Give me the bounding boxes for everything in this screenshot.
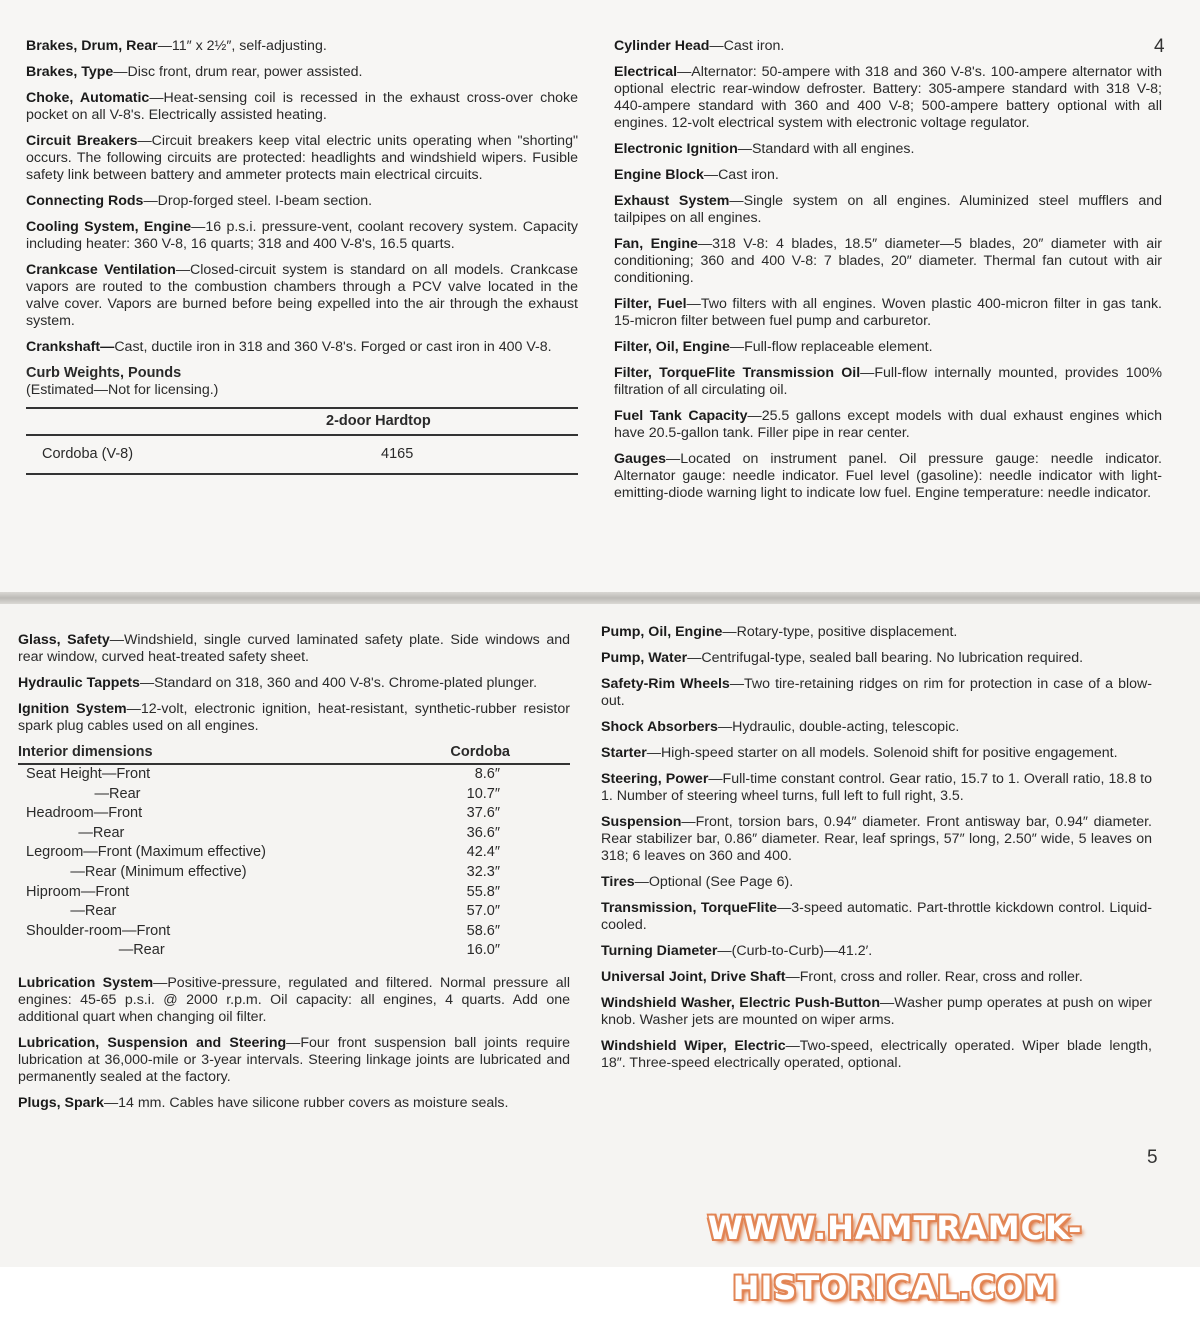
table-row <box>18 765 570 785</box>
spec-entry <box>601 719 1152 736</box>
spec-term: Fuel Tank Capacity <box>614 408 748 424</box>
spec-term: Glass, Safety <box>18 632 110 648</box>
spec-entry <box>18 701 570 735</box>
spec-description: —Positive-pressure, regulated and filtered. Normal pressure all engines: 45-65 p.s.i. @ 2000 r.p.m. Oil capacity: all engines, 4 quarts. Add one additional quart when changing oil filter. <box>18 974 570 1025</box>
page-4-left-column <box>26 38 578 475</box>
spec-description: —3-speed automatic. Part-throttle kickdown control. Liquid-cooled. <box>601 900 1152 933</box>
spec-term: Filter, Fuel <box>614 296 687 312</box>
spec-entry <box>614 365 1162 399</box>
dimension-label: Headroom—Front <box>18 805 143 822</box>
spec-term: Lubrication, Suspension and Steering <box>18 1034 287 1051</box>
spec-term: Pump, Oil, Engine <box>601 624 723 640</box>
spec-description: —Optional (See Page 6). <box>634 874 794 890</box>
spec-description: —12-volt, electronic ignition, heat-resistant, synthetic-rubber resistor spark plug cables used on all engines. <box>18 701 570 734</box>
spec-description: —Circuit breakers keep vital electric units operating when "shorting" occurs. The following circuits are protected: headlights and windshield wipers. Fusible safety link between battery and ammeter protects main electrical circuits. <box>26 133 578 183</box>
spec-term: Steering, Power <box>601 771 709 787</box>
spec-description: —Two tire-retaining ridges on rim for protection in case of a blow-out. <box>601 676 1152 709</box>
table-row <box>18 883 570 903</box>
spec-entry <box>614 296 1162 330</box>
spec-term: Cylinder Head <box>614 38 710 54</box>
spec-entry <box>26 38 578 55</box>
spec-entry <box>601 676 1152 710</box>
spec-term: Transmission, TorqueFlite <box>601 900 778 916</box>
spec-description: Cast, ductile iron in 318 and 360 V-8's. Forged or cast iron in 400 V-8. <box>114 339 552 355</box>
page-5-right-column <box>601 624 1152 1081</box>
spec-term: Crankshaft— <box>26 339 115 355</box>
spec-entry <box>26 262 578 330</box>
dimension-value: 36.6″ <box>466 824 500 841</box>
column-header: 2-door Hardtop <box>326 408 578 435</box>
spec-term: Circuit Breakers <box>26 133 138 149</box>
spec-term: Electrical <box>614 64 678 80</box>
table-row <box>18 824 570 844</box>
interior-dimensions-table <box>18 744 570 961</box>
spec-term: Plugs, Spark <box>18 1094 104 1111</box>
spec-entry <box>601 624 1152 641</box>
spec-entry <box>601 771 1152 805</box>
page-gutter <box>0 592 1200 604</box>
dimension-value: 32.3″ <box>466 863 500 880</box>
spec-entry <box>26 90 578 124</box>
spec-term: Gauges <box>614 451 667 467</box>
dimension-value: 58.6″ <box>466 922 500 939</box>
spec-description: —Centrifugal-type, sealed ball bearing. No lubrication required. <box>687 650 1084 666</box>
spec-list <box>614 38 1162 502</box>
spec-entry <box>601 745 1152 762</box>
dimension-label: —Rear <box>18 785 141 802</box>
spec-entry <box>18 1035 570 1086</box>
curb-weights-note: (Estimated—Not for licensing.) <box>26 382 219 398</box>
spec-description: —Front, torsion bars, 0.94″ diameter. Front antisway bar, 0.94″ diameter. Rear stabilizer bar, 0.86″ diameter. Rear, leaf springs, 57″ long, 2.50″ wide, 5 leaves on 318; 6 leaves on 360 and 400. <box>601 814 1152 864</box>
dimension-value: 55.8″ <box>466 883 500 900</box>
spec-description: —25.5 gallons except models with dual exhaust engines which have 20.5-gallon tank. Filler pipe in rear center. <box>614 408 1163 441</box>
watermark: WWW.HAMTRAMCK-HISTORICAL.COM <box>707 1209 1083 1307</box>
spec-term: Suspension <box>601 814 682 830</box>
spec-term: Cooling System, Engine <box>26 219 192 235</box>
spec-description: —11″ x 2½″, self-adjusting. <box>157 38 327 54</box>
spec-entry <box>26 193 578 210</box>
spec-entry <box>601 1038 1152 1072</box>
table-row <box>18 922 570 942</box>
spec-entry <box>601 650 1152 667</box>
spec-entry <box>26 219 578 253</box>
spec-entry <box>601 943 1152 960</box>
spec-list <box>601 624 1152 1072</box>
spec-description: —Heat-sensing coil is recessed in the exhaust cross-over choke pocket on all V-8's. Electrically assisted heating. <box>26 90 578 123</box>
page-5-left-column <box>18 632 570 1121</box>
spec-description: —Cast iron. <box>703 167 779 183</box>
spec-description: —14 mm. Cables have silicone rubber covers as moisture seals. <box>103 1094 509 1111</box>
spec-entry <box>614 339 1162 356</box>
spec-entry <box>26 339 578 356</box>
spec-term: Hydraulic Tappets <box>18 675 140 691</box>
spec-entry <box>614 408 1162 442</box>
dimension-value: 57.0″ <box>466 903 500 920</box>
spec-description: —Two filters with all engines. Woven plastic 400-micron filter in gas tank. 15-micron filter between fuel pump and carburetor. <box>614 296 1162 329</box>
spec-entry <box>18 975 570 1026</box>
dimension-label: Shoulder-room—Front <box>18 922 171 939</box>
spec-description: —Full-flow replaceable element. <box>729 339 933 355</box>
dimension-label: —Rear <box>18 942 165 959</box>
spec-entry <box>614 451 1162 502</box>
dimension-label: —Rear <box>18 824 125 841</box>
spec-entry <box>18 1095 570 1112</box>
spec-list <box>18 632 570 735</box>
table-row <box>26 435 578 474</box>
page-4 <box>0 0 1200 596</box>
dimension-value: 42.4″ <box>466 844 500 861</box>
curb-weights-table <box>26 407 578 475</box>
spec-term: Lubrication System <box>18 974 154 991</box>
table-row <box>18 804 570 824</box>
spec-term: Connecting Rods <box>26 193 144 209</box>
spec-term: Safety-Rim Wheels <box>601 676 730 692</box>
dimension-label: Legroom—Front (Maximum effective) <box>18 844 266 861</box>
spec-term: Brakes, Type <box>26 64 114 80</box>
spec-description: —Single system on all engines. Aluminized steel mufflers and tailpipes on all engines. <box>614 193 1163 226</box>
dimension-value: 37.6″ <box>466 805 500 822</box>
spec-description: —Closed-circuit system is standard on all models. Crankcase vapors are routed to the combustion chambers through a PCV valve located in the valve cover. Vapors are burned before being expelled into the air through the exhaust system. <box>26 262 578 329</box>
spec-term: Filter, Oil, Engine <box>614 339 730 355</box>
table-row <box>18 863 570 883</box>
spec-description: —(Curb-to-Curb)—41.2′. <box>717 943 873 959</box>
spec-term: Pump, Water <box>601 650 688 666</box>
spec-description: —Rotary-type, positive displacement. <box>722 624 958 640</box>
row-label: Cordoba (V-8) <box>26 435 326 474</box>
column-header: Cordoba <box>450 744 510 760</box>
spec-description: —Full-flow internally mounted, provides 100% filtration of all circulating oil. <box>614 365 1162 398</box>
spec-term: Choke, Automatic <box>26 90 150 106</box>
spec-term: Windshield Washer, Electric Push-Button <box>601 995 881 1011</box>
spec-description: —Standard with all engines. <box>737 141 915 157</box>
page-number: 4 <box>1154 36 1165 57</box>
spec-term: Windshield Wiper, Electric <box>601 1038 786 1054</box>
spec-term: Shock Absorbers <box>601 719 718 735</box>
spec-entry <box>614 64 1162 132</box>
spec-description: —Full-time constant control. Gear ratio, 15.7 to 1. Overall ratio, 18.8 to 1. Number of steering wheel turns, full left to full right, 3.5. <box>601 771 1152 804</box>
spec-description: —Alternator: 50-ampere with 318 and 360 V-8's. 100-ampere alternator with optional electric rear-window defroster. Battery: 305-ampere standard with 318 V-8; 440-ampere standard with 360 and 400 V-8; 500-ampere battery optional with all engines. 12-volt electrical system with electronic voltage regulator. <box>614 64 1162 131</box>
spec-description: —Drop-forged steel. I-beam section. <box>143 193 373 209</box>
spec-list <box>18 975 570 1112</box>
spec-entry <box>614 38 1162 55</box>
spec-term: Filter, TorqueFlite Transmission Oil <box>614 365 861 381</box>
dimension-value: 8.6″ <box>474 766 500 782</box>
spec-entry <box>26 133 578 184</box>
spec-entry <box>614 193 1162 227</box>
table-header-row <box>26 408 578 435</box>
table-header-row <box>18 744 570 765</box>
spec-term: Ignition System <box>18 701 127 717</box>
table-row <box>18 785 570 805</box>
spec-description: —Washer pump operates at push on wiper knob. Washer jets are mounted on wiper arms. <box>601 995 1152 1028</box>
spec-term: Engine Block <box>614 167 704 183</box>
spec-description: —Hydraulic, double-acting, telescopic. <box>717 719 960 735</box>
spec-description: —16 p.s.i. pressure-vent, coolant recovery system. Capacity including heater: 360 V-8, 16 quarts; 318 and 400 V-8's, 16.5 quarts. <box>26 219 578 252</box>
curb-weights-title: Curb Weights, Pounds <box>26 365 182 381</box>
table-row <box>18 843 570 863</box>
spec-description: —Standard on 318, 360 and 400 V-8's. Chrome-plated plunger. <box>139 675 538 691</box>
page-4-right-column <box>614 38 1162 511</box>
spec-entry <box>614 167 1162 184</box>
spec-term: Turning Diameter <box>601 943 718 959</box>
spec-description: —Front, cross and roller. Rear, cross and roller. <box>785 969 1083 985</box>
spec-entry <box>614 141 1162 158</box>
row-value: 4165 <box>326 435 578 474</box>
spec-description: —318 V-8: 4 blades, 18.5″ diameter—5 blades, 20″ diameter with air conditioning; 360 and 400 V-8: 7 blades, 20″ diameter. Thermal fan cutout with air conditioning. <box>614 236 1163 286</box>
spec-term: Exhaust System <box>614 193 730 209</box>
spec-description: —Four front suspension ball joints require lubrication at 36,000-mile or 3-year intervals. Steering linkage joints are lubricated and permanently sealed at the factory. <box>18 1034 570 1085</box>
spec-description: —Disc front, drum rear, power assisted. <box>113 64 363 80</box>
spec-term: Crankcase Ventilation <box>26 262 176 278</box>
table-row <box>18 902 570 922</box>
page-number: 5 <box>1147 1147 1158 1168</box>
spec-term: Starter <box>601 745 647 761</box>
spec-entry <box>601 995 1152 1029</box>
spec-description: —Two-speed, electrically operated. Wiper blade length, 18″. Three-speed electrically operated, optional. <box>601 1038 1152 1071</box>
table-title: Interior dimensions <box>18 744 153 760</box>
spec-description: —Cast iron. <box>709 38 785 54</box>
spec-description: —Windshield, single curved laminated safety plate. Side windows and rear window, curved heat-treated safety sheet. <box>18 632 570 665</box>
spec-entry <box>614 236 1162 287</box>
spec-entry <box>601 900 1152 934</box>
spec-list <box>26 38 578 356</box>
dimension-label: Seat Height—Front <box>18 766 151 782</box>
dimension-label: —Rear <box>18 903 117 920</box>
dimension-label: Hiproom—Front <box>18 883 130 900</box>
spec-entry <box>18 675 570 692</box>
spec-term: Electronic Ignition <box>614 141 738 157</box>
page-5 <box>0 596 1200 1307</box>
spec-entry <box>601 814 1152 865</box>
dimension-value: 10.7″ <box>466 785 500 802</box>
spec-entry <box>18 632 570 666</box>
spec-term: Fan, Engine <box>614 236 698 252</box>
spec-entry <box>601 969 1152 986</box>
spec-term: Universal Joint, Drive Shaft <box>601 969 786 985</box>
spec-term: Tires <box>601 874 635 890</box>
table-row <box>18 941 570 961</box>
dimension-value: 16.0″ <box>466 942 500 959</box>
spec-description: —High-speed starter on all models. Solenoid shift for positive engagement. <box>646 745 1118 761</box>
spec-entry <box>26 64 578 81</box>
dimension-label: —Rear (Minimum effective) <box>18 863 247 880</box>
spec-entry <box>601 874 1152 891</box>
spec-term: Brakes, Drum, Rear <box>26 38 158 54</box>
spec-description: —Located on instrument panel. Oil pressure gauge: needle indicator. Alternator gauge: needle indicator. Fuel level (gasoline): needle indicator with light-emitting-diode warning light to indicate low fuel. Engine temperature: needle indicator. <box>614 451 1162 501</box>
